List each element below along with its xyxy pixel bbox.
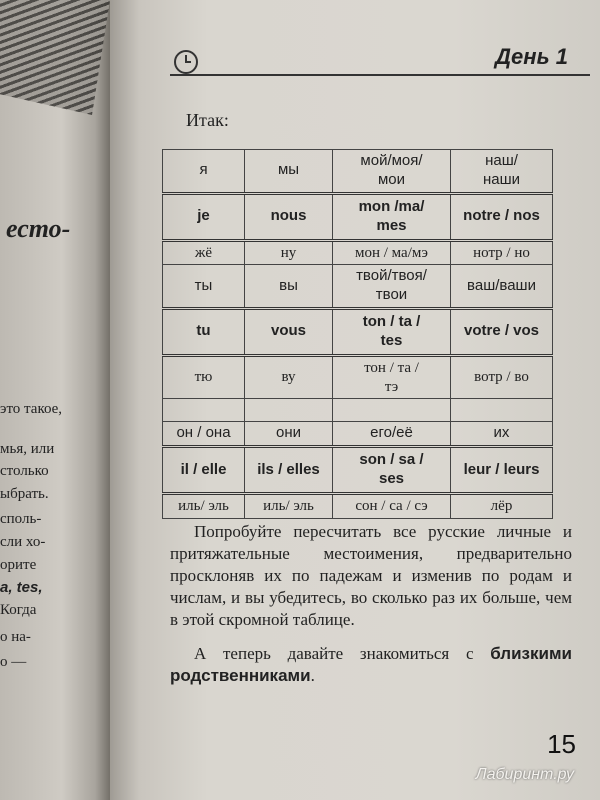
- table-cell: je: [163, 193, 245, 240]
- table-cell: мой/моя/ мои: [333, 150, 451, 194]
- table-cell: [163, 399, 245, 422]
- left-fragment: a, tes,: [0, 579, 43, 596]
- table-cell: жё: [163, 240, 245, 265]
- table-cell: его/её: [333, 422, 451, 447]
- table-cell: он / она: [163, 422, 245, 447]
- table-cell: [245, 399, 333, 422]
- left-fragment: мья, или: [0, 441, 55, 457]
- table-cell: [333, 399, 451, 422]
- table-row: [163, 447, 553, 494]
- table-row: [163, 265, 553, 309]
- table-cell: nous: [245, 193, 333, 240]
- bold-phrase: близкими родственниками: [170, 644, 572, 685]
- table-row: [163, 240, 553, 265]
- table-cell: иль/ эль: [245, 494, 333, 519]
- table-cell: нотр / но: [451, 240, 553, 265]
- chapter-title: День 1: [495, 44, 568, 69]
- table-cell: son / sa / ses: [333, 447, 451, 494]
- table-cell: leur / leurs: [451, 447, 553, 494]
- table-cell: vous: [245, 308, 333, 355]
- table-cell: tu: [163, 308, 245, 355]
- table-cell: мон / ма/мэ: [333, 240, 451, 265]
- watermark-logo: Лабиринт.ру: [475, 766, 574, 783]
- table-cell: mon /ma/ mes: [333, 193, 451, 240]
- table-cell: ton / ta / tes: [333, 308, 451, 355]
- intro-text: Итак:: [186, 110, 229, 130]
- table-row: [163, 150, 553, 194]
- table-cell: вотр / во: [451, 355, 553, 399]
- clock-icon: [174, 50, 198, 74]
- table-row: [163, 422, 553, 447]
- calendar-illustration: [0, 0, 110, 115]
- left-fragment: споль-: [0, 511, 42, 527]
- table-cell: тю: [163, 355, 245, 399]
- table-cell: они: [245, 422, 333, 447]
- table-cell: тон / та / тэ: [333, 355, 451, 399]
- table-cell: я: [163, 150, 245, 194]
- left-fragment: ыбрать.: [0, 486, 49, 502]
- table-row: [163, 494, 553, 519]
- paragraph: [170, 643, 572, 687]
- table-cell: твой/твоя/ твои: [333, 265, 451, 309]
- table-cell: сон / са / сэ: [333, 494, 451, 519]
- paragraph-text: .: [310, 666, 315, 685]
- table-cell: ты: [163, 265, 245, 309]
- table-cell: лёр: [451, 494, 553, 519]
- table-cell: ils / elles: [245, 447, 333, 494]
- table-row: [163, 193, 553, 240]
- table-cell: il / elle: [163, 447, 245, 494]
- left-fragment: орите: [0, 557, 37, 573]
- table-cell: иль/ эль: [163, 494, 245, 519]
- table-cell: вы: [245, 265, 333, 309]
- book-page: [110, 0, 600, 800]
- header-divider: [170, 74, 590, 76]
- left-fragment: столько: [0, 463, 49, 479]
- pronoun-table: [162, 149, 553, 519]
- left-fragment: о на-: [0, 629, 31, 645]
- table-cell: [451, 399, 553, 422]
- table-cell: votre / vos: [451, 308, 553, 355]
- table-row: [163, 355, 553, 399]
- previous-page-edge: [0, 0, 112, 800]
- table-cell: ваш/ваши: [451, 265, 553, 309]
- left-fragment: Когда: [0, 602, 37, 618]
- table-cell: ну: [245, 240, 333, 265]
- table-cell: их: [451, 422, 553, 447]
- table-row: [163, 308, 553, 355]
- table-cell: мы: [245, 150, 333, 194]
- paragraph-text: Попробуйте пересчитать все русские личные и притяжательные местоимения, предварительно просклоняв их по падежам и изменив по родам и числам, и вы убедитесь, во сколько раз их больше, чем в этой скромной таблице.: [170, 522, 572, 629]
- left-fragment: о —: [0, 654, 27, 670]
- paragraph: [170, 521, 572, 631]
- table-cell: ву: [245, 355, 333, 399]
- left-fragment: сли хо-: [0, 534, 46, 550]
- table-cell: notre / nos: [451, 193, 553, 240]
- left-fragment: это такое,: [0, 401, 63, 417]
- left-fragment: есто-: [6, 214, 71, 243]
- paragraph-text: А теперь давайте знакомиться с: [194, 644, 491, 663]
- page-number: 15: [547, 729, 576, 759]
- table-row: [163, 399, 553, 422]
- table-cell: наш/ наши: [451, 150, 553, 194]
